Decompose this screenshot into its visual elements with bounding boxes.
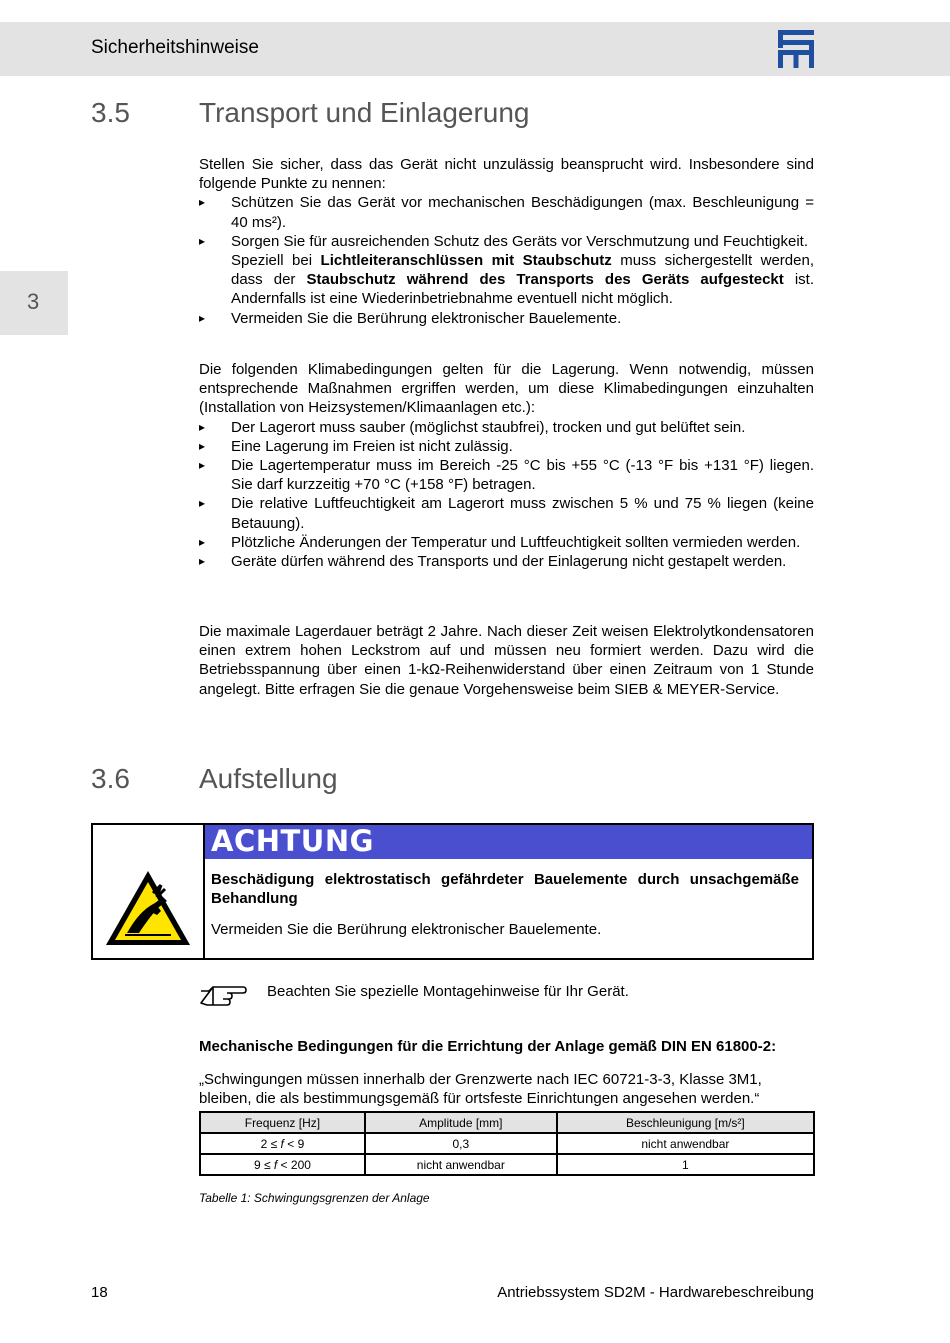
warning-box — [91, 823, 814, 960]
climate-list — [199, 418, 814, 572]
warning-icon-cell — [93, 825, 205, 958]
frequency-cell: 2 ≤ f < 9 — [200, 1133, 365, 1154]
vibration-table — [199, 1111, 815, 1176]
document-title: Antriebssystem SD2M - Hardwarebeschreibung — [497, 1284, 814, 1301]
section-number-36: 3.6 — [91, 763, 130, 794]
climate-section — [199, 360, 814, 571]
climate-intro: Die folgenden Klimabedingungen gelten für die Lagerung. Wenn notwendig, müssen entsprechende Maßnahmen ergriffen werden, um diese Klimabedingungen einzuhalten (Installation von Heizsystemen/Klimaanlagen etc.): — [199, 361, 814, 417]
list-item: ▸ Die relative Luftfeuchtigkeit am Lagerort muss zwischen 5 % und 75 % liegen (keine Betauung). — [199, 494, 814, 532]
page-number: 18 — [91, 1284, 108, 1301]
amplitude-cell: 0,3 — [365, 1133, 557, 1154]
pointing-hand-icon — [199, 983, 247, 1009]
warning-label: ACHTUNG — [211, 824, 374, 858]
table-caption: Tabelle 1: Schwingungsgrenzen der Anlage — [199, 1191, 430, 1205]
chapter-number: 3 — [27, 289, 40, 314]
column-header: Frequenz [Hz] — [200, 1112, 365, 1133]
intro-text: Stellen Sie sicher, dass das Gerät nicht unzulässig beansprucht wird. Insbesondere sind folgende Punkte zu nennen: — [199, 156, 814, 193]
table-row — [200, 1133, 814, 1154]
warning-text: Vermeiden Sie die Berührung elektronischer Bauelemente. — [211, 921, 602, 938]
page-header — [0, 22, 950, 76]
chapter-tab — [0, 271, 68, 335]
table-row — [200, 1154, 814, 1175]
list-item: ▸ Geräte dürfen während des Transports und der Einlagerung nicht gestapelt werden. — [199, 552, 814, 571]
header-title: Sicherheitshinweise — [91, 37, 259, 58]
column-header: Beschleunigung [m/s²] — [557, 1112, 814, 1133]
acceleration-cell: nicht anwendbar — [557, 1133, 814, 1154]
list-item: ▸ Vermeiden Sie die Berührung elektronischer Bauelemente. — [199, 309, 814, 328]
warning-header — [205, 825, 812, 859]
esd-warning-icon — [103, 867, 193, 949]
acceleration-cell: 1 — [557, 1154, 814, 1175]
list-item: ▸ Eine Lagerung im Freien ist nicht zulässig. — [199, 437, 814, 456]
vibration-quote: „Schwingungen müssen innerhalb der Grenzwerte nach IEC 60721-3-3, Klasse 3M1, bleiben, die als bestimmungsgemäß für ortsfeste Einrichtungen angesehen werden.“ — [199, 1071, 762, 1107]
mechanical-conditions-title: Mechanische Bedingungen für die Errichtung der Anlage gemäß DIN EN 61800-2: — [199, 1038, 777, 1055]
protection-list — [199, 193, 814, 327]
section-35-intro — [199, 155, 814, 328]
section-number-35: 3.5 — [91, 97, 130, 128]
list-item: ▸ Die Lagertemperatur muss im Bereich -25 °C bis +55 °C (-13 °F bis +131 °F) liegen. Sie darf kurzzeitig +70 °C (+158 °F) betragen. — [199, 456, 814, 494]
section-title-36: Aufstellung — [199, 763, 338, 794]
sieb-meyer-logo — [778, 30, 814, 68]
list-item: ▸ Sorgen Sie für ausreichenden Schutz des Geräts vor Verschmutzung und Feuchtigkeit. Speziell bei Lichtleiteranschlüssen mit Staubschutz muss sichergestellt werden, dass der Staubschutz während des Transports des Geräts aufgesteckt ist. Andernfalls ist eine Wiederinbetriebnahme eventuell nicht möglich. — [199, 232, 814, 309]
section-title-35: Transport und Einlagerung — [199, 97, 530, 128]
column-header: Amplitude [mm] — [365, 1112, 557, 1133]
table-header-row — [200, 1112, 814, 1133]
dust-cap-note: Speziell bei Lichtleiteranschlüssen mit Staubschutz muss sichergestellt werden, dass der Staubschutz während des Transports des Geräts aufgesteckt ist. Andernfalls ist eine Wiederinbetriebnahme eventuell nicht möglich. — [231, 252, 815, 308]
warning-title: Beschädigung elektrostatisch gefährdeter Bauelemente durch unsachgemäße Behandlung — [211, 871, 799, 907]
montage-note: Beachten Sie spezielle Montagehinweise für Ihr Gerät. — [267, 983, 629, 1000]
list-item: ▸ Schützen Sie das Gerät vor mechanischen Beschädigungen (max. Beschleunigung = 40 ms²). — [199, 193, 814, 231]
list-item: ▸ Der Lagerort muss sauber (möglichst staubfrei), trocken und gut belüftet sein. — [199, 418, 814, 437]
amplitude-cell: nicht anwendbar — [365, 1154, 557, 1175]
storage-paragraph: Die maximale Lagerdauer beträgt 2 Jahre. Nach dieser Zeit weisen Elektrolytkondensatoren einen extrem hohen Leckstrom auf und müssen neu formiert werden. Dazu wird die Betriebsspannung über einen 1-kΩ-Reihenwiderstand über einen Zeitraum von 1 Stunde angelegt. Bitte erfragen Sie die genaue Vorgehensweise beim SIEB & MEYER-Service. — [199, 623, 814, 698]
frequency-cell: 9 ≤ f < 200 — [200, 1154, 365, 1175]
list-item: ▸ Plötzliche Änderungen der Temperatur und Luftfeuchtigkeit sollten vermieden werden. — [199, 533, 814, 552]
